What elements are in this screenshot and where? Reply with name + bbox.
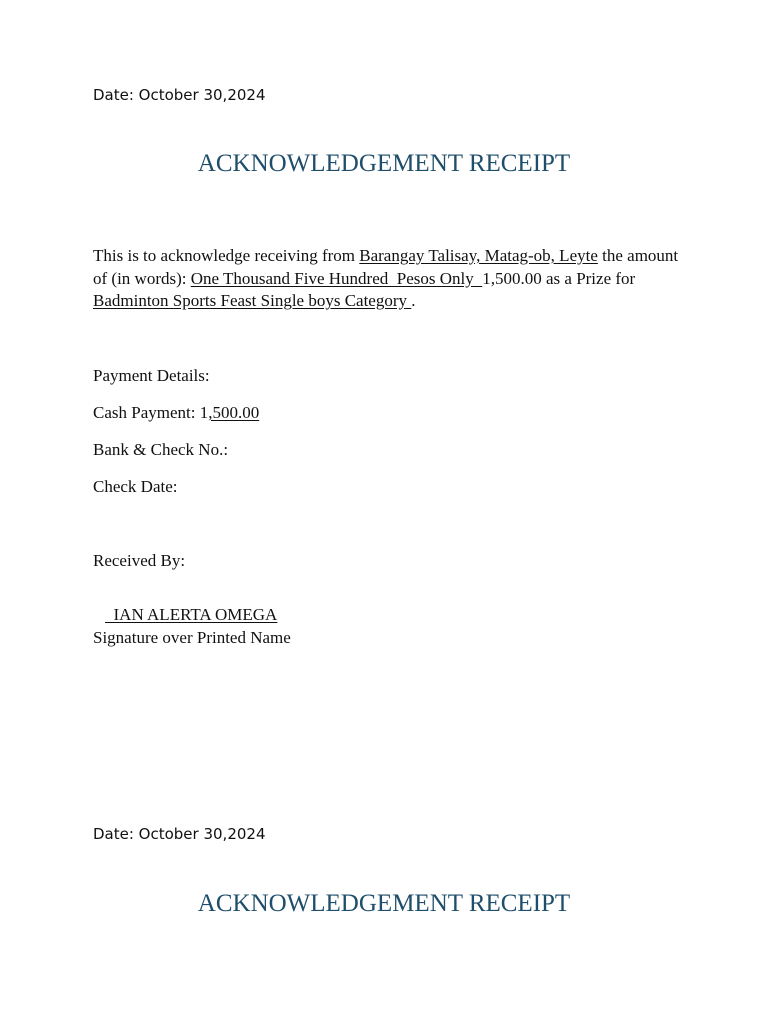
bank-check-label: Bank & Check No.: bbox=[93, 440, 229, 459]
check-date-label: Check Date: bbox=[93, 477, 178, 496]
signature-caption: Signature over Printed Name bbox=[93, 628, 291, 647]
amount-suffix: 1,500.00 as a Prize for bbox=[482, 268, 636, 288]
amount-in-words: One Thousand Five Hundred Pesos Only bbox=[190, 268, 483, 288]
payment-details-label: Payment Details: bbox=[93, 366, 210, 385]
cash-payment-label: Cash Payment: 1 bbox=[93, 403, 209, 422]
cash-payment-line bbox=[93, 403, 259, 423]
payer-name: Barangay Talisay, Matag-ob, Leyte bbox=[359, 246, 598, 265]
amount-prefix: the amount of (in words): bbox=[93, 246, 679, 288]
received-by-label: Received By: bbox=[93, 551, 186, 570]
prize-purpose: Badminton Sports Feast Single boys Category bbox=[93, 291, 412, 310]
receipt-body-paragraph bbox=[93, 245, 683, 313]
receipt-title: ACKNOWLEDGEMENT RECEIPT bbox=[197, 890, 571, 917]
body-intro: This is to acknowledge receiving from bbox=[93, 246, 360, 265]
body-end: . bbox=[411, 291, 416, 310]
receipt-date: Date: October 30,2024 bbox=[93, 825, 266, 843]
receipt-date: Date: October 30,2024 bbox=[93, 86, 266, 104]
receipt-title: ACKNOWLEDGEMENT RECEIPT bbox=[197, 150, 571, 177]
cash-payment-value: ,500.00 bbox=[208, 403, 260, 422]
recipient-name: IAN ALERTA OMEGA bbox=[105, 605, 278, 624]
